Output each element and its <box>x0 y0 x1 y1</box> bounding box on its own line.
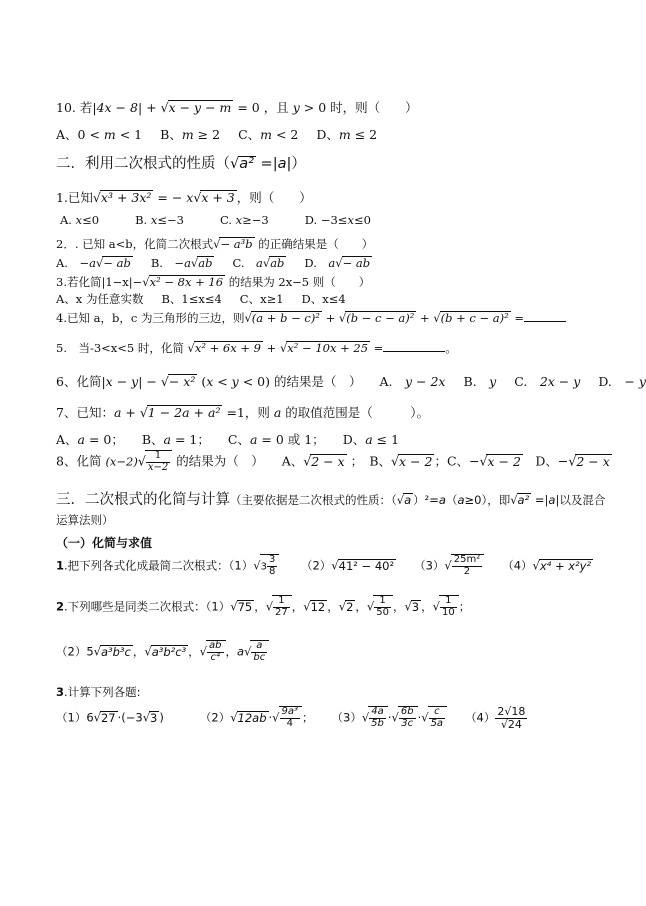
s2-q1-options: A. x≤0 B. x≤−3 C. x≥−3 D. −3≤x≤0 <box>60 213 371 227</box>
s2-q8-text: 8、化简 (x−2)√ $\frac{1}{x-2}$ 的结果为（ ） A、√2 − x ； B、√x − 2 ；C、−√x − 2 D、−√2 − x <box>56 450 610 473</box>
s3-p1: 1.把下列各式化成最简二次根式：（1）√3 $\frac{3}{8}$ （2）√41² − 40² （3）√ $\frac{\text{25m²}}{2}$ （4）√x⁴ + x²y² <box>56 554 592 577</box>
s3-p2-row2: （2）5√a³b³c ，√a³b²c³ ，√ $\frac{ab}{\text{c⁴}}$ ，a√ $\frac{a}{bc}$ <box>56 640 269 663</box>
s2-q2-options: A. −a√− ab B. −a√ab C. a√ab D. a√− ab <box>56 256 371 270</box>
s3-p2-row1: 2.下列哪些是同类二次根式：（1）√75 ，√ $\frac{1}{27}$ ，√12 ，√2 ，√ $\frac{1}{50}$ ，√3 ，√ $\frac{1}{10}$ ； <box>56 595 471 618</box>
q10-text: 10. 若|4x − 8| + √x − y − m = 0 ，且 y > 0 时，则（ ） <box>56 100 418 115</box>
s2-q3-options: A、x 为任意实数 B、1≤x≤4 C、x≥1 D、x≤4 <box>56 292 346 306</box>
s3-p3-items: （1）6√27 ·(−3√3 ) （2）√12ab ·√ $\frac{\text{9a³}}{4}$ ； （3）√ $\frac{4a}{5b}$ ·√ $\frac{6b}{3c}$ ·√ $\frac{c}{5a}$ （4） $\frac{2√18}{√24}$ <box>56 705 526 731</box>
section3-sub: （一）化简与求值 <box>56 536 153 550</box>
s2-q2-text: 2．. 已知 a<b，化简二次根式√− a³b 的正确结果是（ ） <box>56 237 374 251</box>
s2-q5-text: 5. 当-3<x<5 时，化简 √x² + 6x + 9 + √x² − 10x + 25 = 。 <box>56 341 457 355</box>
s2-q6-text: 6、化简|x − y| − √− x² (x < y < 0) 的结果是（ ） A. y − 2x B. y C. 2x − y D. − y <box>56 374 646 389</box>
s2-q7-text: 7、已知：a + √1 − 2a + a² =1，则 a 的取值范围是（ ）。 <box>56 405 430 420</box>
s3-p3-label: 3.计算下列各题: <box>56 685 141 699</box>
s2-q1-text: 1.已知√x³ + 3x² = − x√x + 3 ，则（ ） <box>56 190 312 205</box>
section3-title: 三．二次根式的化简与计算（主要依据是二次根式的性质：（√a ）²=a（a≥0），即√a² =|a|以及混合 <box>56 492 606 508</box>
section3-note-b: 运算法则） <box>56 513 114 527</box>
s2-q4-text: 4.已知 a，b，c 为三角形的三边，则√(a + b − c)² + √(b − c − a)² + √(b + c − a)² = <box>56 310 566 326</box>
section2-title: 二．利用二次根式的性质（√a² =|a|） <box>56 156 306 172</box>
q10-options: A、0 < m < 1 B、m ≥ 2 C、m < 2 D、m ≤ 2 <box>56 127 378 142</box>
s2-q7-options: A、a = 0； B、a = 1； C、a = 0 或 1； D、a ≤ 1 <box>56 432 400 447</box>
s2-q3-text: 3.若化简|1−x|−√x² − 8x + 16 的结果为 2x−5 则（ ） <box>56 275 371 289</box>
